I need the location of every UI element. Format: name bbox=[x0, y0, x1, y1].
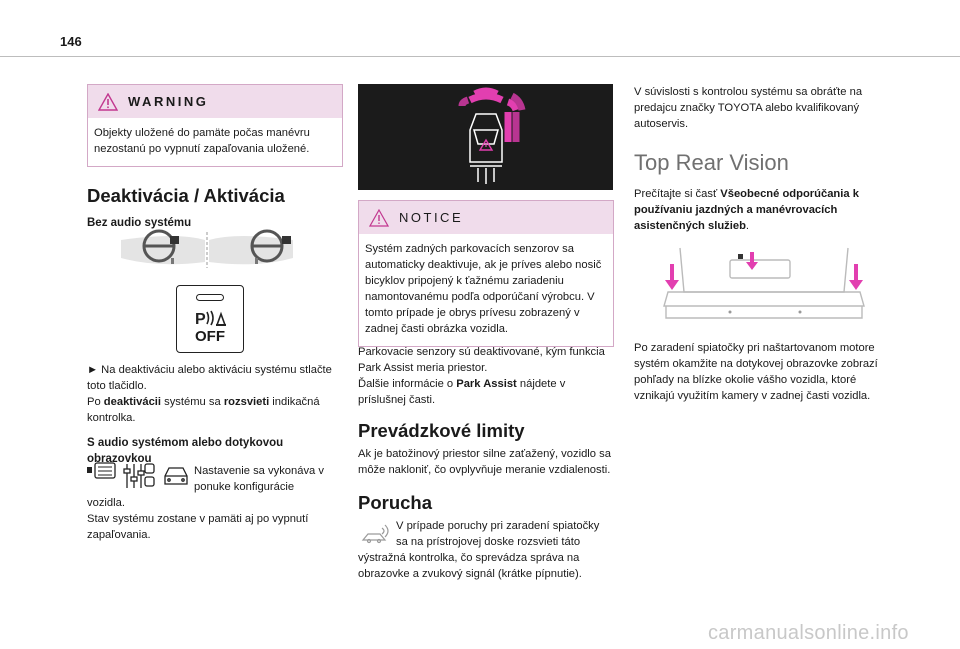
notice-title: NOTICE bbox=[399, 210, 464, 225]
subheading-with-audio: S audio systémom alebo dotykovou obrazovkou bbox=[87, 437, 284, 465]
instruction-text: Na deaktiváciu alebo aktiváciu systému stlačte toto tlačidlo. bbox=[87, 364, 332, 392]
dealer-contact: V súvislosti s kontrolou systému sa obráťte na predajcu značky TOYOTA alebo kvalifikovaný autoservis. bbox=[634, 86, 863, 130]
park-sensor-off-button[interactable] bbox=[176, 285, 244, 353]
park-assist-para2 bbox=[358, 376, 614, 408]
bullet-arrow: ► bbox=[87, 364, 99, 376]
steering-wheel-illustration bbox=[117, 228, 297, 270]
txt: Ďalšie informácie o bbox=[358, 378, 457, 390]
notice-triangle-icon bbox=[369, 209, 389, 227]
left-column-lower bbox=[87, 362, 343, 467]
parking-sensor-icon bbox=[194, 308, 230, 328]
left-column bbox=[87, 84, 343, 231]
notice-header bbox=[359, 201, 613, 234]
reverse-gear-description: Po zaradení spiatočky pri naštartovanom motore systém okamžite na dotykovej obrazovke zobrazí pohľady na blízke okolie vášho vozidla, ktoré vznikajú využitím kamery v zadnej časti vozidla. bbox=[634, 342, 878, 402]
limits-text: Ak je batožinový priestor silne zaťažený, vozidlo sa môže nakloniť, čo ovplyvňuje meranie vzdialenosti. bbox=[358, 448, 611, 476]
watermark: carmanualsonline.info bbox=[708, 622, 909, 644]
right-column bbox=[634, 84, 890, 234]
notice-box bbox=[358, 200, 614, 347]
page-number: 146 bbox=[60, 34, 82, 49]
config-line-c: vozidla. bbox=[87, 497, 125, 509]
config-line-b: ponuke konfigurácie bbox=[194, 481, 295, 493]
txt: . bbox=[745, 220, 750, 232]
fault-line-b: sa na prístrojovej doske rozsvieti táto bbox=[396, 536, 581, 548]
txt: systému sa bbox=[161, 396, 224, 408]
header-divider bbox=[0, 56, 960, 57]
txt: Prečítajte si časť bbox=[634, 188, 721, 200]
warning-triangle-icon bbox=[98, 93, 118, 111]
notice-text: Systém zadných parkovacích senzorov sa automaticky deaktivuje, ak je príves alebo nosič bicyklov pripojený k ťažnému zariadeniu namontovanému podľa odporúčaní výrobcu. V tomto prípade je obrys prívesu zobrazený v zadnej časti obrázka vozidla. bbox=[365, 243, 602, 335]
rear-camera-illustration bbox=[660, 246, 870, 326]
txt-bold: deaktivácii bbox=[103, 396, 162, 408]
instruction-indicator bbox=[87, 394, 343, 426]
section-heading-top-rear-vision: Top Rear Vision bbox=[634, 150, 789, 175]
read-section-note bbox=[634, 186, 890, 234]
txt-bold: rozsvieti bbox=[223, 396, 270, 408]
txt: indikačná kontrolka. bbox=[87, 396, 320, 424]
svg-text:P: P bbox=[195, 311, 206, 328]
txt-bold: Všeobecné odporúčania k používaniu jazdných a manévrovacích asistenčných služieb bbox=[634, 188, 859, 232]
middle-column-lower bbox=[358, 344, 614, 514]
fault-line-a: V prípade poruchy pri zaradení spiatočky bbox=[396, 520, 600, 532]
section-heading-fault: Porucha bbox=[358, 492, 433, 513]
warning-box bbox=[87, 84, 343, 167]
park-assist-para1: Parkovacie senzory sú deaktivované, kým funkcia Park Assist meria priestor. bbox=[358, 346, 605, 374]
subheading-no-audio: Bez audio systému bbox=[87, 217, 192, 229]
txt: Po bbox=[87, 396, 104, 408]
warning-title: WARNING bbox=[128, 94, 209, 109]
warning-header bbox=[88, 85, 342, 118]
section-heading-limits: Prevádzkové limity bbox=[358, 420, 525, 441]
button-led bbox=[196, 294, 224, 301]
instruction-toggle bbox=[87, 362, 343, 394]
warning-text: Objekty uložené do pamäte počas manévru nezostanú po vypnutí zapaľovania uložené. bbox=[94, 127, 310, 155]
config-line-a: Nastavenie sa vykonáva v bbox=[194, 465, 324, 477]
txt-bold: Park Assist bbox=[456, 378, 517, 390]
button-label: OFF bbox=[195, 328, 225, 345]
menu-icon bbox=[87, 467, 92, 473]
fault-line-c: výstražná kontrolka, čo sprevádza správa na obrazovke a zvukový signál (krátke pípnutie). bbox=[358, 552, 582, 580]
park-sensor-display-image bbox=[358, 84, 613, 190]
section-heading-deactivation: Deaktivácia / Aktivácia bbox=[87, 185, 285, 206]
fault-warning-icon bbox=[360, 522, 392, 544]
txt: nájdete v príslušnej časti. bbox=[358, 378, 566, 406]
settings-icons-row bbox=[87, 462, 193, 490]
memory-note: Stav systému zostane v pamäti aj po vypnutí zapaľovania. bbox=[87, 513, 309, 541]
